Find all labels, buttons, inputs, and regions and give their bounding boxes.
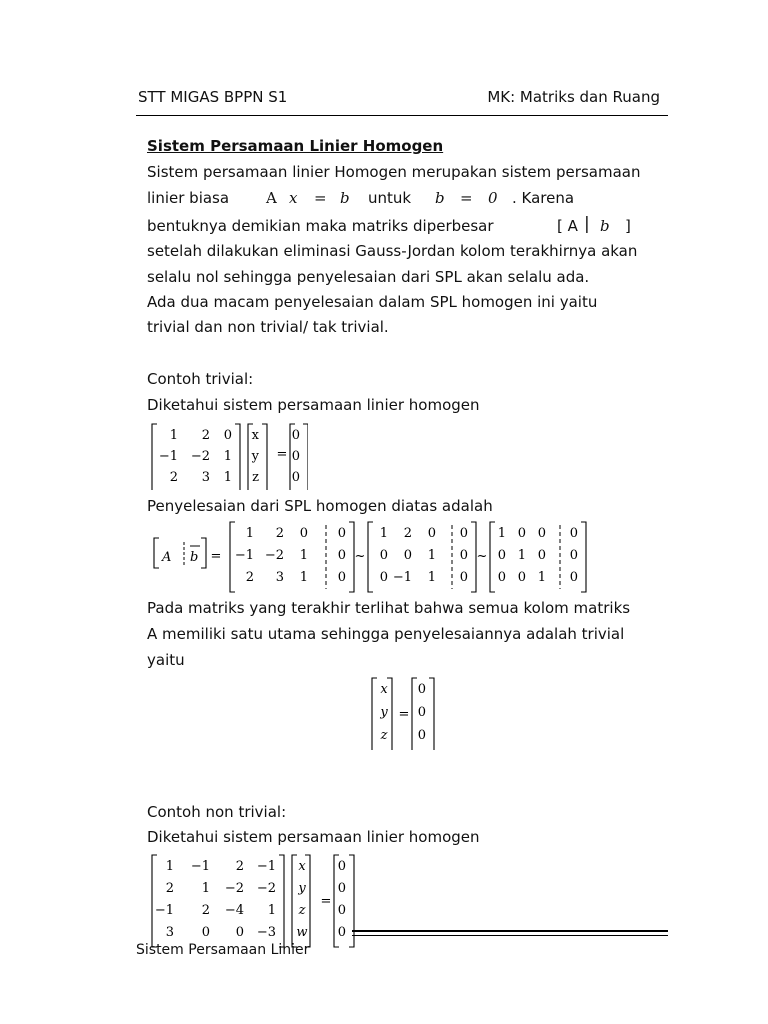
trivial-matrix-a-cell: −2 <box>190 449 210 464</box>
para1-line5: selalu nol sehingga penyelesaian dari SPL akan selalu ada. <box>147 268 590 286</box>
trivial-matrix-a-cell: 2 <box>201 428 210 443</box>
aug-matrix-3-cell: 0 <box>517 570 526 585</box>
trivial-vector-zero-cell: 0 <box>291 470 300 485</box>
aug-matrix-3-right-bracket <box>581 522 586 592</box>
header-right: MK: Matriks dan Ruang <box>487 88 660 106</box>
aug-matrix-1-cell: 0 <box>337 570 346 585</box>
aug-matrix-1-cell: 0 <box>299 526 308 541</box>
nontrivial-vector-vars-cell: x <box>298 859 306 874</box>
aug-matrix-3-cell: 0 <box>497 570 506 585</box>
aug-matrix-2-cell: −1 <box>392 570 412 585</box>
nontrivial-vector-zero-right-bracket <box>349 855 354 947</box>
aug-label-left-bracket <box>154 538 159 568</box>
aug-matrix-3-cell: 0 <box>569 526 578 541</box>
nontrivial-matrix-a-cell: −3 <box>256 925 276 940</box>
aug-label-a: A <box>162 550 172 565</box>
para1-line6: Ada dua macam penyelesaian dalam SPL homogen ini yaitu <box>147 293 598 311</box>
aug-matrix-2-cell: 2 <box>403 526 412 541</box>
aug-matrix-2-cell: 0 <box>403 548 412 563</box>
aug-matrix-1-cell: 2 <box>275 526 284 541</box>
word-karena: . Karena <box>512 189 575 207</box>
aug-matrix-2-cell: 1 <box>427 548 436 563</box>
solution-equals: = <box>398 707 410 722</box>
aug-matrix-3-left-bracket <box>490 522 495 592</box>
trivial-matrix-a-cell: 2 <box>169 470 178 485</box>
aug-matrix-2-cell: 0 <box>379 570 388 585</box>
aug-matrix-1-cell: −2 <box>264 548 284 563</box>
aug-label-right-bracket <box>201 538 206 568</box>
aug-matrix-2-cell: 0 <box>459 526 468 541</box>
nontrivial-matrix-a-cell: 3 <box>165 925 174 940</box>
para1-line3: bentuknya demikian maka matriks diperbesar <box>147 217 494 235</box>
trivial-vector-zero-cell: 0 <box>291 449 300 464</box>
trivial-given: Diketahui sistem persamaan linier homogen <box>147 396 480 414</box>
nontrivial-vector-zero-cell: 0 <box>337 925 346 940</box>
nontrivial-matrix-a-cell: −2 <box>256 881 276 896</box>
aug-b: b <box>600 217 610 235</box>
para1-line4: setelah dilakukan eliminasi Gauss-Jordan kolom terakhirnya akan <box>147 242 638 260</box>
nontrivial-equals: = <box>320 894 332 909</box>
aug-matrix-2-cell: 0 <box>459 570 468 585</box>
nontrivial-matrix-a-cell: 2 <box>201 903 210 918</box>
aug-bar: | <box>584 214 590 234</box>
aug-matrix-3-cell: 1 <box>517 548 526 563</box>
eq-equals: = <box>314 189 327 207</box>
aug-matrix-1-cell: 2 <box>245 570 254 585</box>
header-rule <box>136 115 668 116</box>
aug-matrix-2-cell: 1 <box>379 526 388 541</box>
trivial-after3: yaitu <box>147 651 185 669</box>
aug-matrix-3-cell: 0 <box>537 526 546 541</box>
trivial-matrix-a-cell: 3 <box>201 470 210 485</box>
footer-rule-bottom <box>352 935 668 936</box>
nontrivial-matrix-a-right-bracket <box>279 855 284 947</box>
aug-label-b: b <box>190 550 199 565</box>
eq-equals2: = <box>460 189 473 207</box>
aug-matrix-3-cell: 0 <box>517 526 526 541</box>
nontrivial-matrix-a-left-bracket <box>152 855 157 947</box>
aug-matrix-3-cell: 1 <box>537 570 546 585</box>
footer-text: Sistem Persamaan Linier <box>136 942 310 958</box>
trivial-matrix-a-left-bracket <box>152 424 157 490</box>
aug-matrix-3-cell: 0 <box>569 570 578 585</box>
trivial-vector-vars-cell: y <box>251 449 259 464</box>
nontrivial-matrix-a-cell: 0 <box>235 925 244 940</box>
aug-matrix-2-cell: 0 <box>379 548 388 563</box>
footer-rule-top <box>352 930 668 932</box>
nontrivial-vector-zero-cell: 0 <box>337 859 346 874</box>
eq-b2: b <box>435 189 445 207</box>
solution-vector-zero-cell: 0 <box>417 705 426 720</box>
trivial-matrix-a-cell: −1 <box>158 449 178 464</box>
trivial-vector-vars-cell: x <box>251 428 259 443</box>
aug-tilde-1: ~ <box>354 549 366 564</box>
eq-A: A <box>266 189 277 207</box>
nontrivial-matrix-a-cell: 2 <box>235 859 244 874</box>
nontrivial-vector-vars-cell: z <box>298 903 306 918</box>
nontrivial-matrix-a-cell: 1 <box>267 903 276 918</box>
trivial-vector-vars-right-bracket <box>262 424 267 490</box>
solution-vector-zero-right-bracket <box>429 678 434 750</box>
trivial-after2: A memiliki satu utama sehingga penyelesaiannya adalah trivial <box>147 625 625 643</box>
aug-matrix-1-cell: 3 <box>275 570 284 585</box>
trivial-matrix-a-cell: 0 <box>223 428 232 443</box>
eq-zero: 0 <box>488 189 498 207</box>
solution-vector-zero-left-bracket <box>412 678 417 750</box>
nontrivial-vector-zero-cell: 0 <box>337 881 346 896</box>
trivial-solution-vector <box>368 676 440 750</box>
solution-vector-vars-left-bracket <box>372 678 377 750</box>
nontrivial-system-equation <box>148 853 360 949</box>
solution-vector-zero-cell: 0 <box>417 728 426 743</box>
nontrivial-vector-zero-cell: 0 <box>337 903 346 918</box>
nontrivial-given: Diketahui sistem persamaan linier homogen <box>147 828 480 846</box>
aug-tilde-2: ~ <box>476 549 488 564</box>
nontrivial-matrix-a-cell: 1 <box>165 859 174 874</box>
aug-matrix-2-cell: 1 <box>427 570 436 585</box>
trivial-vector-vars-cell: z <box>252 470 259 485</box>
trivial-label: Contoh trivial: <box>147 370 254 388</box>
trivial-vector-zero-cell: 0 <box>291 428 300 443</box>
nontrivial-label: Contoh non trivial: <box>147 803 287 821</box>
trivial-matrix-a-right-bracket <box>235 424 240 490</box>
aug-matrix-1-cell: 1 <box>299 570 308 585</box>
trivial-equals: = <box>276 447 288 462</box>
aug-matrix-3-cell: 0 <box>569 548 578 563</box>
solution-vector-vars-cell: y <box>380 705 388 720</box>
aug-matrix-1-cell: 1 <box>245 526 254 541</box>
aug-matrix-2-right-bracket <box>471 522 476 592</box>
aug-matrix-1-cell: 0 <box>337 526 346 541</box>
nontrivial-matrix-a-cell: −1 <box>190 859 210 874</box>
nontrivial-matrix-a-cell: −2 <box>224 881 244 896</box>
solution-vector-vars-right-bracket <box>387 678 392 750</box>
solution-vector-vars-cell: x <box>380 682 388 697</box>
trivial-after1: Pada matriks yang terakhir terlihat bahwa semua kolom matriks <box>147 599 631 617</box>
trivial-matrix-a-cell: 1 <box>223 449 232 464</box>
eq-x: x <box>289 189 298 207</box>
para1-line7: trivial dan non trivial/ tak trivial. <box>147 318 389 336</box>
para1-line2-start: linier biasa <box>147 189 230 207</box>
trivial-system-equation <box>148 420 308 490</box>
aug-matrix-1-right-bracket <box>349 522 354 592</box>
aug-matrix-2-cell: 0 <box>459 548 468 563</box>
trivial-vector-zero-right-bracket <box>303 424 308 490</box>
trivial-augmented-reduction <box>150 518 590 594</box>
aug-matrix-1-cell: −1 <box>234 548 254 563</box>
aug-matrix-3-cell: 0 <box>497 548 506 563</box>
nontrivial-matrix-a-cell: −4 <box>224 903 244 918</box>
solution-vector-zero-cell: 0 <box>417 682 426 697</box>
trivial-solution-intro: Penyelesaian dari SPL homogen diatas adalah <box>147 497 493 515</box>
section-title: Sistem Persamaan Linier Homogen <box>147 137 444 155</box>
nontrivial-matrix-a-cell: 0 <box>201 925 210 940</box>
aug-matrix-3-cell: 1 <box>497 526 506 541</box>
nontrivial-matrix-a-cell: −1 <box>154 903 174 918</box>
header-left: STT MIGAS BPPN S1 <box>138 88 288 106</box>
aug-matrix-1-cell: 0 <box>337 548 346 563</box>
eq-b: b <box>340 189 350 207</box>
nontrivial-vector-vars-cell: y <box>298 881 306 896</box>
aug-matrix-1-cell: 1 <box>299 548 308 563</box>
aug-matrix-2-cell: 0 <box>427 526 436 541</box>
trivial-matrix-a-cell: 1 <box>169 428 178 443</box>
para1-line1: Sistem persamaan linier Homogen merupakan sistem persamaan <box>147 163 641 181</box>
nontrivial-vector-vars-cell: w <box>296 925 308 940</box>
aug-matrix-2-left-bracket <box>368 522 373 592</box>
aug-equals: = <box>210 549 222 564</box>
aug-matrix-3-cell: 0 <box>537 548 546 563</box>
solution-vector-vars-cell: z <box>380 728 388 743</box>
aug-close: ] <box>625 217 631 235</box>
aug-open: [ A <box>557 217 578 235</box>
nontrivial-matrix-a-cell: 2 <box>165 881 174 896</box>
nontrivial-matrix-a-cell: −1 <box>256 859 276 874</box>
trivial-matrix-a-cell: 1 <box>223 470 232 485</box>
word-untuk: untuk <box>368 189 412 207</box>
nontrivial-matrix-a-cell: 1 <box>201 881 210 896</box>
